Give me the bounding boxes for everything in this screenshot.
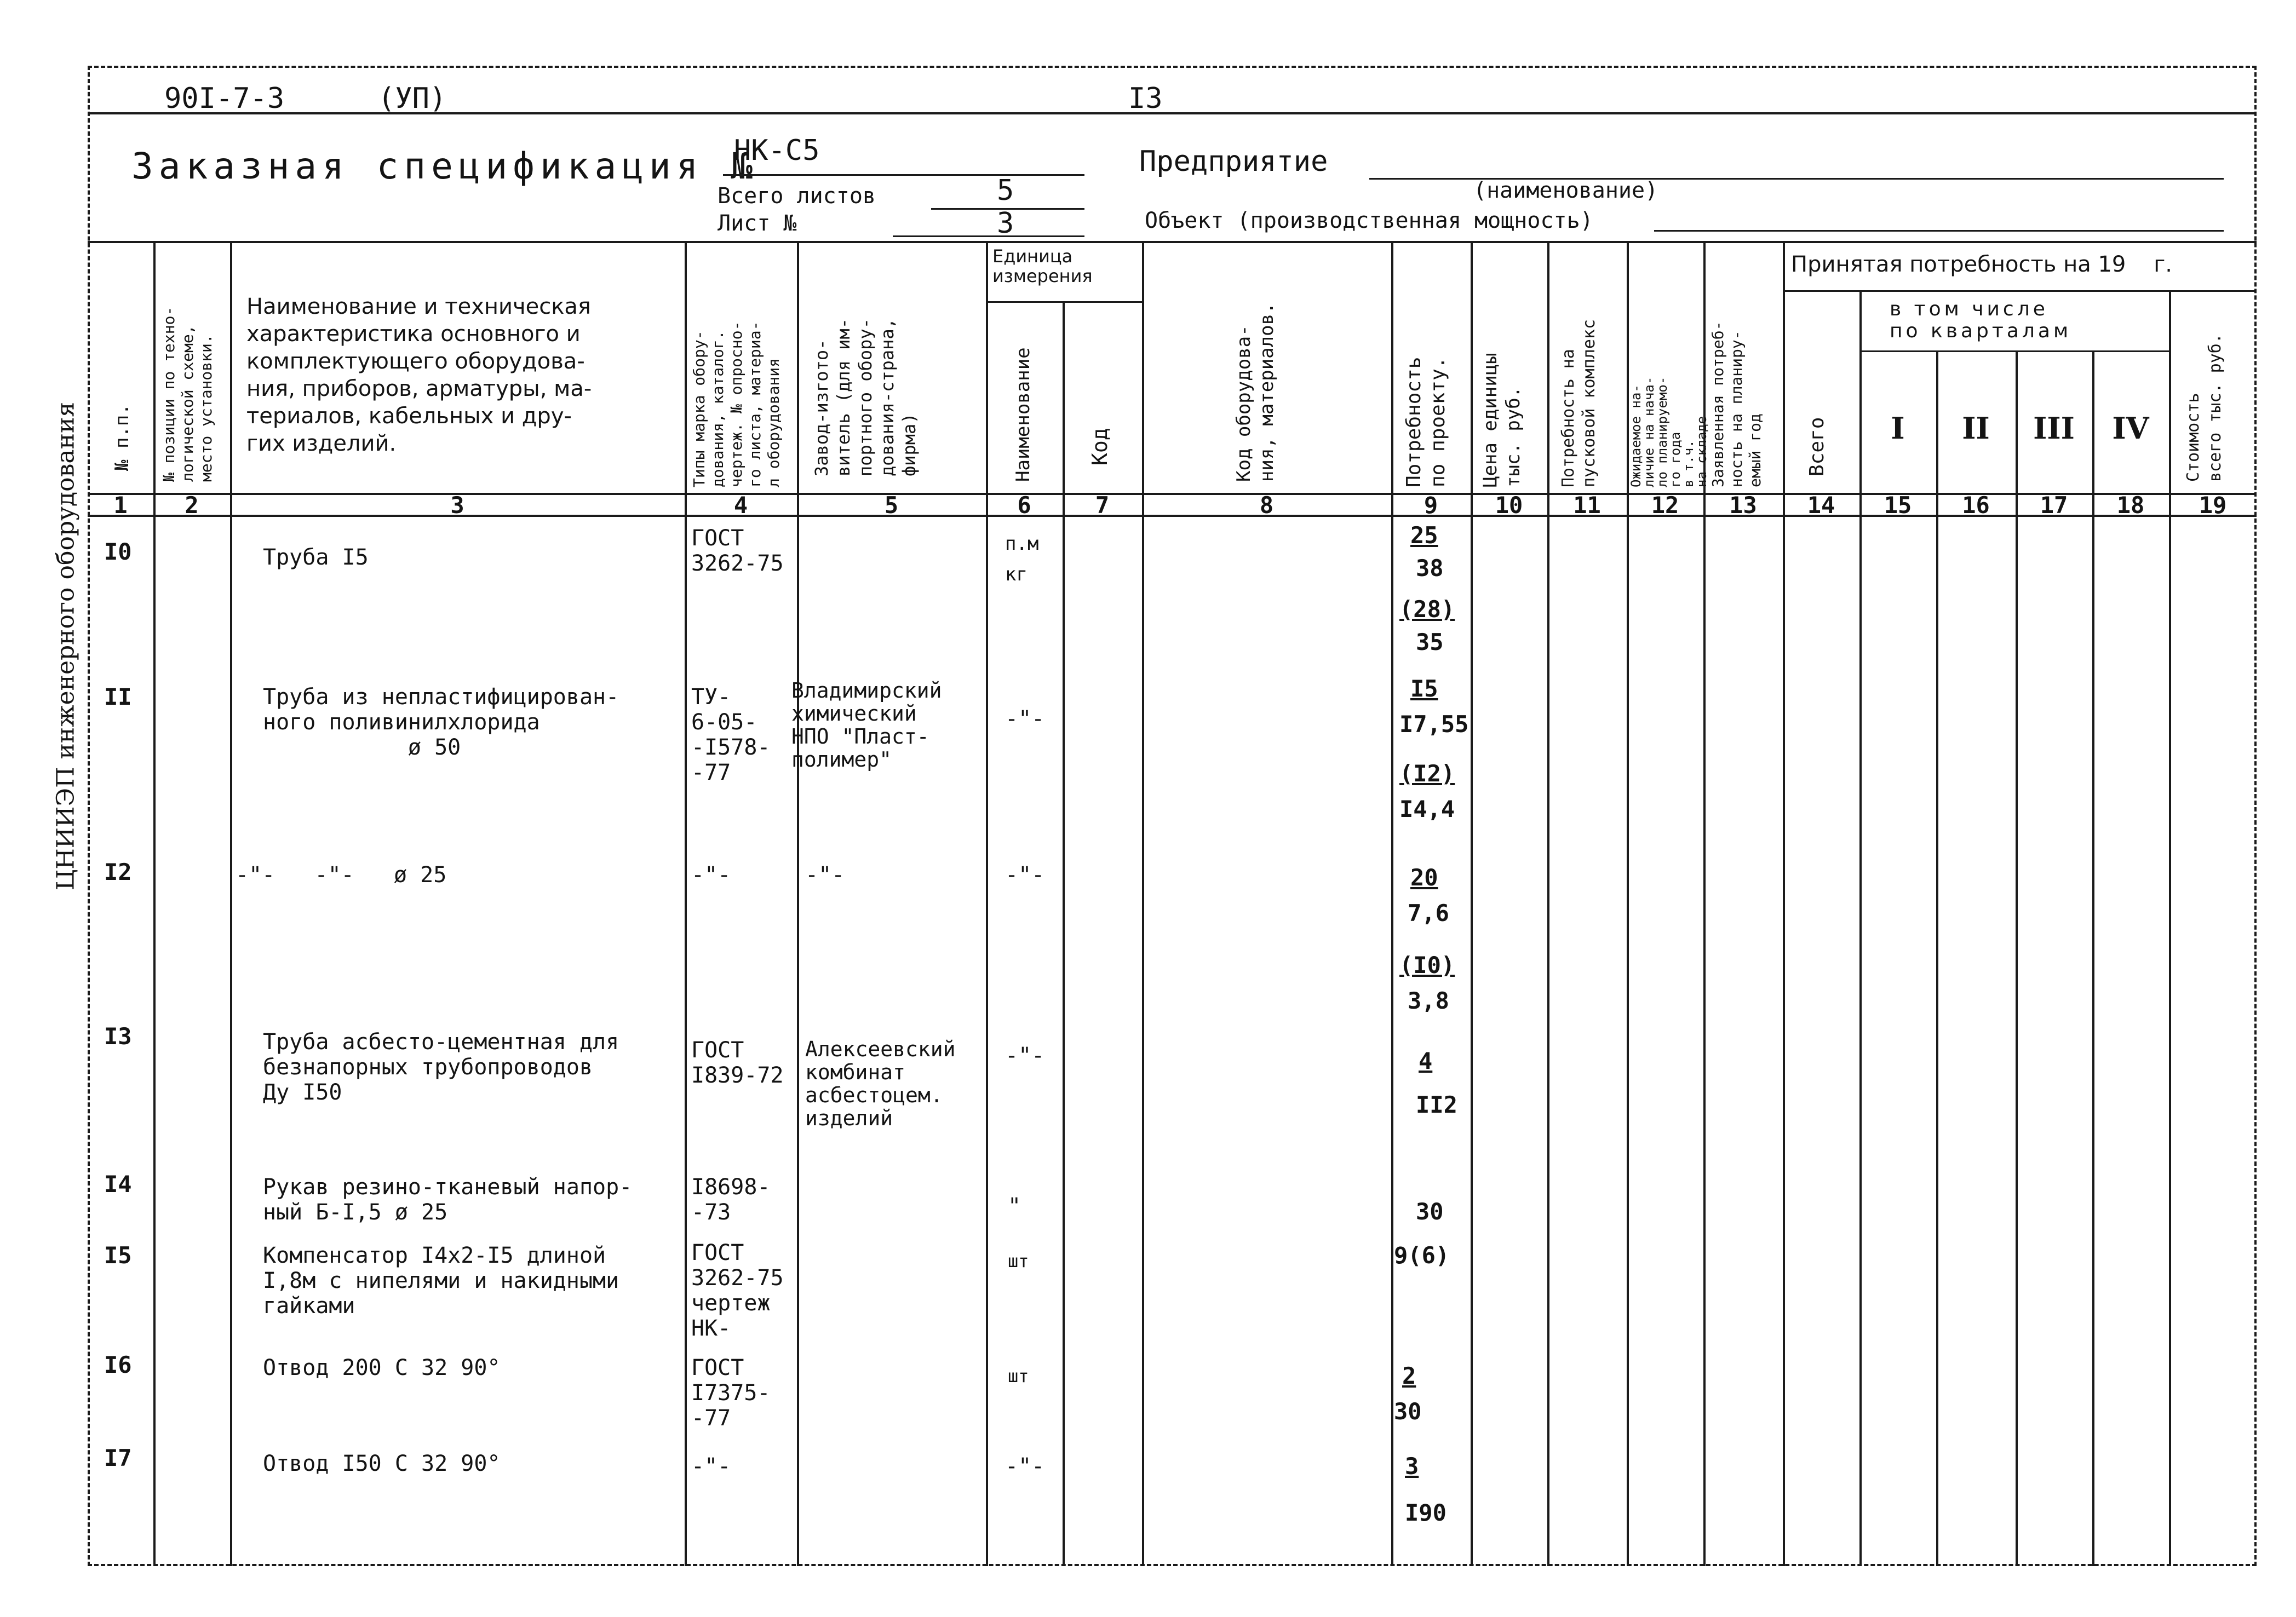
row-number: I5 xyxy=(104,1242,132,1269)
item-maker: -"- xyxy=(805,862,845,888)
col-line xyxy=(1936,350,1938,1566)
col-line xyxy=(153,241,156,1566)
item-name: Рукав резино-тканевый напор- ный Б-I,5 ø 25 xyxy=(263,1175,633,1225)
unit-group-rule xyxy=(986,301,1142,303)
column-number: 16 xyxy=(1962,492,1990,519)
enterprise-label: Предприятие xyxy=(1139,145,1328,178)
need-extra-top: (I2) xyxy=(1399,760,1455,787)
object-label: Объект (производственная мощность) xyxy=(1145,208,1593,233)
col-line xyxy=(2169,290,2171,1566)
item-unit: шт xyxy=(1008,1366,1029,1386)
item-unit: п.м кг xyxy=(1005,533,1039,585)
need-top: I5 xyxy=(1410,675,1438,702)
col-line xyxy=(2092,350,2094,1566)
need-top: 20 xyxy=(1410,864,1438,891)
accepted-need-header: Принятая потребность на 19 г. xyxy=(1791,252,2172,277)
col-line xyxy=(2016,350,2018,1566)
col-header-6: Наименование xyxy=(1012,347,1034,482)
row-number: I0 xyxy=(104,538,132,565)
need-extra-bottom: 3,8 xyxy=(1408,987,1449,1014)
object-underline xyxy=(1654,230,2224,232)
item-name: Труба из непластифицирован- ного поливинилхлорида ø 50 xyxy=(263,684,619,760)
column-number: 10 xyxy=(1495,492,1523,519)
item-type: ГОСТ I839-72 xyxy=(691,1038,784,1088)
need-bottom: II2 xyxy=(1416,1091,1457,1118)
col-line xyxy=(1783,241,1785,1566)
row-number: I6 xyxy=(104,1351,132,1378)
column-number: 18 xyxy=(2116,492,2145,519)
col-header-4: Типы марка обору- дования, каталог. чертеж. № опросно- го листа, материа- л оборудования xyxy=(690,321,783,487)
column-number: 5 xyxy=(884,492,899,519)
col-header-6-group: Единица измерения xyxy=(992,246,1093,286)
col-line xyxy=(230,241,232,1566)
item-unit: -"- xyxy=(1005,1043,1045,1068)
col-line xyxy=(1142,241,1144,1566)
column-number: 8 xyxy=(1259,492,1274,519)
item-type: ТУ- 6-05- -I578- -77 xyxy=(691,684,771,785)
col-line xyxy=(986,241,988,1566)
column-number: 6 xyxy=(1017,492,1031,519)
col-line xyxy=(1063,301,1065,1566)
column-number: 1 xyxy=(113,492,128,519)
item-name: -"- -"- ø 25 xyxy=(236,862,447,888)
row-number: I7 xyxy=(104,1445,132,1471)
col-header-10: Цена единицы тыс. руб. xyxy=(1479,353,1524,487)
sheet-underline xyxy=(893,235,1084,237)
need-bottom: 9(6) xyxy=(1394,1242,1450,1269)
item-type: ГОСТ I7375- -77 xyxy=(691,1355,771,1431)
need-extra-top: (I0) xyxy=(1399,952,1455,979)
col-line xyxy=(1471,241,1473,1566)
spec-title: Заказная спецификация № xyxy=(131,145,758,187)
column-number: 13 xyxy=(1729,492,1757,519)
column-number: 17 xyxy=(2040,492,2068,519)
col-header-5: Завод-изгото- витель (для им- портного обору- дования-страна, фирма) xyxy=(811,318,920,476)
need-extra-bottom: 35 xyxy=(1416,629,1444,655)
total-sheets-label: Всего листов xyxy=(718,183,876,209)
need-extra-bottom: I4,4 xyxy=(1399,796,1455,822)
col-line xyxy=(685,241,687,1566)
column-number: 4 xyxy=(733,492,748,519)
item-type: ГОСТ 3262-75 xyxy=(691,526,784,576)
column-number: 3 xyxy=(450,492,464,519)
col-line xyxy=(1391,241,1393,1566)
column-number: 11 xyxy=(1573,492,1601,519)
column-number: 14 xyxy=(1807,492,1835,519)
spec-number-underline xyxy=(723,174,1084,176)
sheet-value: 3 xyxy=(997,207,1014,240)
col-header-15: I xyxy=(1891,411,1905,446)
col-header-11: Потребность на пусковой комплекс xyxy=(1559,319,1599,487)
col-line xyxy=(797,241,799,1566)
need-bottom: 7,6 xyxy=(1408,900,1449,927)
album-number: (УП) xyxy=(378,82,447,115)
col-header-8: Код оборудова- ния, материалов. xyxy=(1233,302,1278,482)
side-organization-label: ЦНИИЭП инженерного оборудования xyxy=(51,401,80,891)
col-header-7: Код xyxy=(1088,428,1112,465)
item-type: -"- xyxy=(691,1454,731,1479)
item-maker: Алексеевский комбинат асбестоцем. изделий xyxy=(805,1037,956,1130)
item-name: Труба I5 xyxy=(263,545,369,570)
col-header-3: Наименование и техническая характеристика основного и комплектующего оборудова- ния, приборов, арматуры, ма- териалов, кабельных и дру- гих изделий. xyxy=(246,294,592,456)
item-type: ГОСТ 3262-75 чертеж НК- xyxy=(691,1240,784,1341)
accepted-group-rule xyxy=(1783,290,2257,292)
item-unit: шт xyxy=(1008,1251,1029,1271)
quarters-group-rule xyxy=(1859,350,2169,352)
col-header-16: II xyxy=(1962,411,1990,446)
col-header-9: Потребность по проекту. xyxy=(1403,356,1449,487)
col-line xyxy=(1859,290,1862,1566)
column-number: 12 xyxy=(1651,492,1679,519)
need-bottom: 30 xyxy=(1416,1198,1444,1225)
col-header-17: III xyxy=(2033,411,2075,446)
spec-number: НК-С5 xyxy=(734,134,820,167)
page-number: I3 xyxy=(1128,82,1163,115)
need-bottom: I7,55 xyxy=(1399,711,1469,738)
sheet-label: Лист № xyxy=(718,211,797,236)
row-number: I2 xyxy=(104,859,132,885)
row-number: I3 xyxy=(104,1023,132,1050)
total-sheets-value: 5 xyxy=(997,174,1014,207)
need-bottom: 38 xyxy=(1416,555,1444,582)
item-unit: -"- xyxy=(1005,706,1045,732)
column-number: 19 xyxy=(2199,492,2227,519)
row-number: I4 xyxy=(104,1171,132,1198)
column-number: 2 xyxy=(185,492,199,519)
need-top: 2 xyxy=(1402,1362,1416,1389)
header-rule-2 xyxy=(88,241,2257,243)
item-name: Труба асбесто-цементная для безнапорных трубопроводов Ду I50 xyxy=(263,1029,619,1105)
col-header-1: № п.п. xyxy=(111,404,133,471)
need-bottom: I90 xyxy=(1405,1499,1447,1526)
row-number: II xyxy=(104,683,132,710)
col-header-12: Ожидаемое на- личие на нача- ло планируемо- го года в т.ч. на складе xyxy=(1628,376,1709,487)
column-number: 7 xyxy=(1095,492,1110,519)
col-line xyxy=(1547,241,1549,1566)
item-unit: " xyxy=(1008,1194,1021,1219)
item-name: Компенсатор I4х2-I5 длиной I,8м с нипелями и накидными гайками xyxy=(263,1243,619,1319)
item-type: I8698- -73 xyxy=(691,1175,771,1225)
col-header-18: IV xyxy=(2112,411,2149,446)
need-top: 3 xyxy=(1405,1453,1419,1480)
item-name: Отвод 200 С 32 90° xyxy=(263,1355,501,1380)
item-maker: Владимирский химический НПО "Пласт- полимер" xyxy=(791,678,942,772)
need-top: 25 xyxy=(1410,522,1438,549)
item-unit: -"- xyxy=(1005,1454,1045,1479)
col-header-2: № позиции по техно- логической схеме, место установки. xyxy=(160,306,215,482)
item-type: -"- xyxy=(691,862,731,888)
col-header-14: Всего xyxy=(1806,417,1828,476)
document-code: 90I-7-3 xyxy=(164,82,285,115)
column-number: 9 xyxy=(1423,492,1438,519)
item-unit: -"- xyxy=(1005,862,1045,888)
need-extra-top: (28) xyxy=(1399,596,1455,623)
need-bottom: 30 xyxy=(1394,1398,1422,1425)
column-number: 15 xyxy=(1884,492,1912,519)
need-top: 4 xyxy=(1419,1048,1433,1074)
col-header-19: Стоимость всего тыс. руб. xyxy=(2184,333,2225,482)
quarters-header: в том числе по кварталам xyxy=(1890,298,2072,342)
item-name: Отвод I50 С 32 90° xyxy=(263,1451,501,1476)
enterprise-naming-label: (наименование) xyxy=(1473,178,1658,203)
col-header-13: Заявленная потреб- ность на планиру- емый год xyxy=(1709,321,1764,487)
